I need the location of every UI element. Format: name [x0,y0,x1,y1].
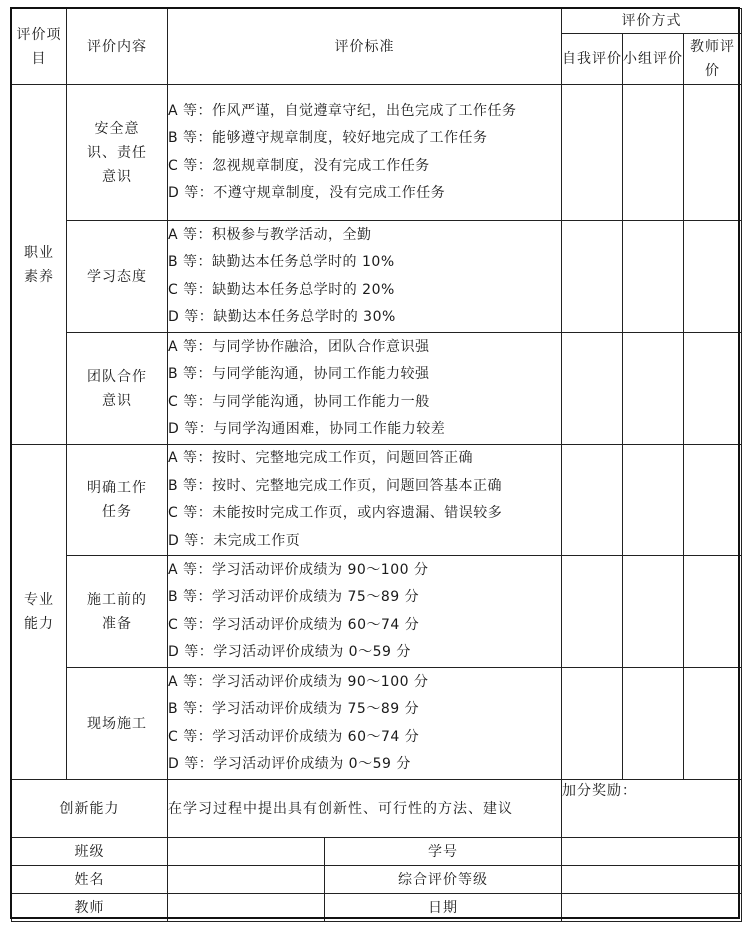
footer-row [12,866,742,894]
self-eval-cell[interactable] [562,556,623,668]
content-cell: 团队合作意识 [67,333,168,445]
footer-label-name: 姓名 [12,866,168,894]
header-content: 评价内容 [67,9,168,85]
evaluation-table [11,8,742,922]
criteria-line: D 等：不遵守规章制度，没有完成工作任务 [168,185,446,201]
header-teacher-eval: 教师评价 [684,34,742,85]
teacher-eval-cell[interactable] [684,85,742,221]
header-standard: 评价标准 [168,9,562,85]
content-cell: 施工前的准备 [67,556,168,668]
criteria-line: B 等：缺勤达本任务总学时的 10% [168,254,395,270]
criteria-line: B 等：按时、完整地完成工作页，问题回答基本正确 [168,477,503,494]
footer-label-student_no: 学号 [325,838,562,866]
criteria-cell [168,221,562,333]
teacher-eval-cell[interactable] [684,333,742,445]
group-eval-cell[interactable] [623,445,684,556]
footer-label-class: 班级 [12,838,168,866]
table-row [12,221,742,333]
teacher-eval-cell[interactable] [684,221,742,333]
criteria-line: B 等：与同学能沟通，协同工作能力较强 [168,366,430,382]
header-group-eval: 小组评价 [623,34,684,85]
table-row [12,333,742,445]
table-row [12,668,742,780]
bonus-field[interactable]: 加分奖励： [562,780,742,838]
table-row [12,556,742,668]
footer-label-overall: 综合评价等级 [325,866,562,894]
criteria-line: A 等：与同学协作融洽，团队合作意识强 [168,338,430,355]
header-self-eval: 自我评价 [562,34,623,85]
self-eval-cell[interactable] [562,221,623,333]
content-cell: 安全意识、责任意识 [67,85,168,221]
criteria-line: C 等：忽视规章制度，没有完成工作任务 [168,157,430,174]
content-cell: 明确工作任务 [67,445,168,556]
footer-value-student_no[interactable] [562,838,742,866]
footer-row [12,894,742,922]
criteria-cell [168,668,562,780]
header-methods: 评价方式 [562,9,742,34]
self-eval-cell[interactable] [562,333,623,445]
header-project: 评价项目 [12,9,67,85]
criteria-line: A 等：作风严谨，自觉遵章守纪，出色完成了工作任务 [168,102,517,119]
group-eval-cell[interactable] [623,668,684,780]
criteria-line: A 等：学习活动评价成绩为 90～100 分 [168,561,429,578]
footer-label-teacher: 教师 [12,894,168,922]
criteria-line: D 等：与同学沟通困难，协同工作能力较差 [168,421,446,437]
criteria-cell [168,556,562,668]
criteria-cell [168,85,562,221]
footer-row [12,838,742,866]
criteria-line: A 等：学习活动评价成绩为 90～100 分 [168,673,429,690]
criteria-line: D 等：缺勤达本任务总学时的 30% [168,309,396,325]
group-eval-cell[interactable] [623,221,684,333]
self-eval-cell[interactable] [562,85,623,221]
criteria-line: D 等：学习活动评价成绩为 0～59 分 [168,644,411,660]
teacher-eval-cell[interactable] [684,556,742,668]
criteria-line: C 等：未能按时完成工作页，或内容遗漏、错误较多 [168,505,503,521]
criteria-line: A 等：按时、完整地完成工作页，问题回答正确 [168,450,474,466]
criteria-line: D 等：未完成工作页 [168,532,301,549]
self-eval-cell[interactable] [562,445,623,556]
criteria-line: C 等：学习活动评价成绩为 60～74 分 [168,728,420,745]
footer-value-teacher[interactable] [168,894,325,922]
footer-label-date: 日期 [325,894,562,922]
content-cell: 学习态度 [67,221,168,333]
criteria-line: B 等：学习活动评价成绩为 75～89 分 [168,701,420,717]
criteria-line: C 等：学习活动评价成绩为 60～74 分 [168,616,420,633]
group-eval-cell[interactable] [623,556,684,668]
criteria-line: C 等：缺勤达本任务总学时的 20% [168,281,395,298]
criteria-line: B 等：学习活动评价成绩为 75～89 分 [168,589,420,605]
criteria-cell [168,333,562,445]
table-row [12,445,742,556]
teacher-eval-cell[interactable] [684,668,742,780]
content-cell: 现场施工 [67,668,168,780]
category-cell: 专业能力 [12,445,67,780]
criteria-line: C 等：与同学能沟通，协同工作能力一般 [168,393,430,410]
criteria-line: A 等：积极参与教学活动，全勤 [168,226,372,243]
innovation-row [12,780,742,838]
footer-value-name[interactable] [168,866,325,894]
innovation-label: 创新能力 [12,780,168,838]
criteria-cell [168,445,562,556]
innovation-text: 在学习过程中提出具有创新性、可行性的方法、建议 [168,780,562,838]
self-eval-cell[interactable] [562,668,623,780]
group-eval-cell[interactable] [623,85,684,221]
category-cell: 职业素养 [12,85,67,445]
criteria-line: B 等：能够遵守规章制度，较好地完成了工作任务 [168,130,488,146]
footer-value-overall[interactable] [562,866,742,894]
footer-value-class[interactable] [168,838,325,866]
table-row [12,85,742,221]
footer-value-date[interactable] [562,894,742,922]
teacher-eval-cell[interactable] [684,445,742,556]
criteria-line: D 等：学习活动评价成绩为 0～59 分 [168,756,411,772]
group-eval-cell[interactable] [623,333,684,445]
